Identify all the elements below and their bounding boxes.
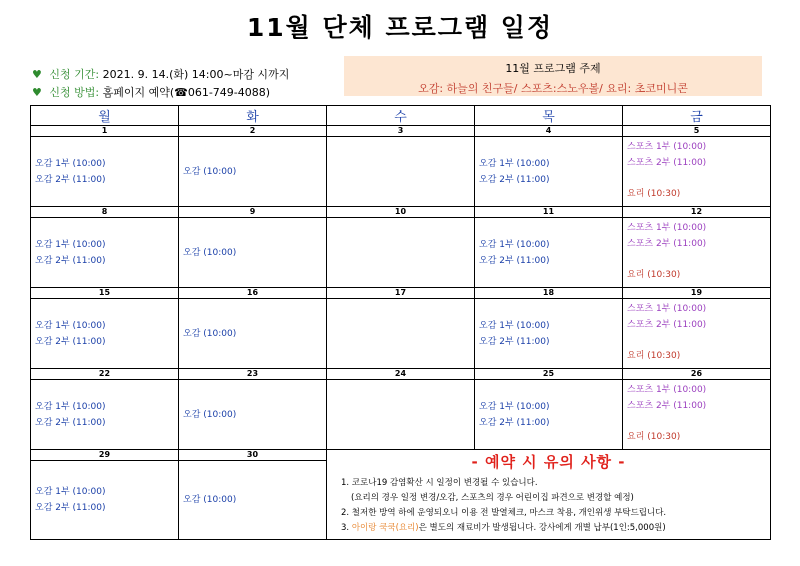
- event-row: [31, 299, 771, 369]
- event-item: 오감 (10:00): [183, 495, 237, 505]
- date-row: [31, 126, 771, 137]
- event-item: 오감 1부 (10:00): [479, 239, 550, 250]
- date-row: [31, 369, 771, 380]
- wed-events: [327, 218, 475, 288]
- notice-item: 1. 코로나19 감염확산 시 일정이 변경될 수 있습니다.: [341, 478, 538, 488]
- event-item: 오감 (10:00): [183, 166, 237, 177]
- thu-events: [475, 299, 623, 369]
- date-cell: 1: [31, 126, 179, 137]
- event-item: 요리 (10:30): [627, 189, 681, 199]
- day-header-mon: 월: [31, 106, 179, 126]
- notice-title: - 예약 시 유의 사항 -: [471, 453, 626, 471]
- date-cell: 19: [623, 288, 771, 299]
- fri-events: [623, 218, 771, 288]
- fri-events: [623, 299, 771, 369]
- day-header-fri: 금: [623, 106, 771, 126]
- notice-item: [341, 521, 770, 536]
- event-item: 오감 1부 (10:00): [35, 158, 106, 169]
- event-item: 오감 2부 (11:00): [35, 336, 106, 347]
- date-cell: 22: [31, 369, 179, 380]
- fri-events: [623, 137, 771, 207]
- date-cell: 8: [31, 207, 179, 218]
- mon-events: [31, 380, 179, 450]
- event-item: 스포츠 1부 (10:00): [627, 385, 707, 395]
- thu-events: [475, 380, 623, 450]
- tue-events: [179, 380, 327, 450]
- event-item: 오감 1부 (10:00): [35, 487, 106, 497]
- date-cell: 30: [179, 450, 327, 461]
- method-label: 신청 방법:: [49, 86, 100, 99]
- event-item: 오감 (10:00): [183, 409, 237, 420]
- notice-item: 2. 철저한 방역 하에 운영되오니 이용 전 발열체크, 마스크 착용, 개인위생 부탁드립니다.: [341, 508, 667, 518]
- event-item: 스포츠 2부 (11:00): [627, 239, 707, 249]
- event-item: 스포츠 2부 (11:00): [627, 401, 707, 411]
- tue-events: [179, 218, 327, 288]
- event-item: 스포츠 1부 (10:00): [627, 304, 707, 314]
- date-cell: 15: [31, 288, 179, 299]
- event-row: [31, 218, 771, 288]
- calendar-table: [30, 105, 771, 540]
- method-value: 홈페이지 예약(☎061-749-4088): [102, 86, 271, 99]
- tue-events: [179, 299, 327, 369]
- period-value: 2021. 9. 14.(화) 14:00~마감 시까지: [102, 68, 290, 81]
- fri-events: [623, 380, 771, 450]
- event-item: 스포츠 1부 (10:00): [627, 223, 707, 233]
- event-item: 오감 1부 (10:00): [35, 239, 106, 250]
- mon-events: [31, 137, 179, 207]
- page-title: 11월 단체 프로그램 일정: [246, 13, 554, 42]
- tue-events: [179, 461, 327, 540]
- wed-events: [327, 299, 475, 369]
- day-header-row: [31, 106, 771, 126]
- mon-events: [31, 218, 179, 288]
- event-item: 오감 2부 (11:00): [35, 503, 106, 513]
- notice-item: (요리의 경우 일정 변경/오감, 스포츠의 경우 어린이집 파견으로 변경할 예정): [351, 493, 634, 503]
- event-item: 오감 2부 (11:00): [479, 336, 550, 347]
- application-period: [32, 66, 289, 82]
- date-cell: 5: [623, 126, 771, 137]
- notice-text: 은 별도의 재료비가 발생됩니다. 강사에게 개별 납부(1인:5,000원): [418, 523, 666, 533]
- event-item: 요리 (10:30): [627, 351, 681, 361]
- event-row: [31, 380, 771, 450]
- application-method: [32, 84, 270, 100]
- date-row: [31, 288, 771, 299]
- notice-number: 3.: [341, 523, 352, 533]
- heart-icon: ♥: [32, 86, 42, 99]
- event-item: 요리 (10:30): [627, 432, 681, 442]
- wed-events: [327, 380, 475, 450]
- event-item: 오감 1부 (10:00): [35, 320, 106, 331]
- event-item: 요리 (10:30): [627, 270, 681, 280]
- event-item: 오감 2부 (11:00): [35, 417, 106, 428]
- event-item: 스포츠 2부 (11:00): [627, 158, 707, 168]
- notice-highlight: 아이랑 쿡쿡(요리): [351, 523, 419, 533]
- notice-list: [327, 476, 770, 536]
- tue-events: [179, 137, 327, 207]
- wed-events: [327, 137, 475, 207]
- day-header-wed: 수: [327, 106, 475, 126]
- date-row: [31, 450, 771, 461]
- event-item: 오감 2부 (11:00): [479, 174, 550, 185]
- event-item: 오감 1부 (10:00): [479, 401, 550, 412]
- date-cell: 11: [475, 207, 623, 218]
- date-cell: 10: [327, 207, 475, 218]
- date-cell: 18: [475, 288, 623, 299]
- date-cell: 16: [179, 288, 327, 299]
- event-item: 스포츠 1부 (10:00): [627, 142, 707, 152]
- heart-icon: ♥: [32, 68, 42, 81]
- event-item: 오감 1부 (10:00): [35, 401, 106, 412]
- date-cell: 2: [179, 126, 327, 137]
- thu-events: [475, 218, 623, 288]
- date-cell: 17: [327, 288, 475, 299]
- event-item: 스포츠 2부 (11:00): [627, 320, 707, 330]
- notice-box: [327, 450, 771, 540]
- event-row: [31, 137, 771, 207]
- date-cell: 26: [623, 369, 771, 380]
- thu-events: [475, 137, 623, 207]
- mon-events: [31, 299, 179, 369]
- theme-heading: 11월 프로그램 주제: [505, 62, 601, 75]
- day-header-thu: 목: [475, 106, 623, 126]
- date-cell: 25: [475, 369, 623, 380]
- date-cell: 12: [623, 207, 771, 218]
- event-item: 오감 (10:00): [183, 328, 237, 339]
- date-cell: 23: [179, 369, 327, 380]
- date-cell: 24: [327, 369, 475, 380]
- event-item: 오감 2부 (11:00): [35, 255, 106, 266]
- period-label: 신청 기간:: [49, 68, 100, 81]
- event-item: 오감 2부 (11:00): [479, 255, 550, 266]
- day-header-tue: 화: [179, 106, 327, 126]
- theme-box: [344, 56, 762, 96]
- theme-content: 오감: 하늘의 친구들/ 스포츠:스노우볼/ 요리: 초코미니콘: [418, 82, 688, 95]
- date-cell: 29: [31, 450, 179, 461]
- date-cell: 9: [179, 207, 327, 218]
- date-cell: 4: [475, 126, 623, 137]
- date-cell: 3: [327, 126, 475, 137]
- event-item: 오감 2부 (11:00): [479, 417, 550, 428]
- event-item: 오감 2부 (11:00): [35, 174, 106, 185]
- mon-events: [31, 461, 179, 540]
- event-item: 오감 1부 (10:00): [479, 320, 550, 331]
- event-item: 오감 (10:00): [183, 247, 237, 258]
- date-row: [31, 207, 771, 218]
- event-item: 오감 1부 (10:00): [479, 158, 550, 169]
